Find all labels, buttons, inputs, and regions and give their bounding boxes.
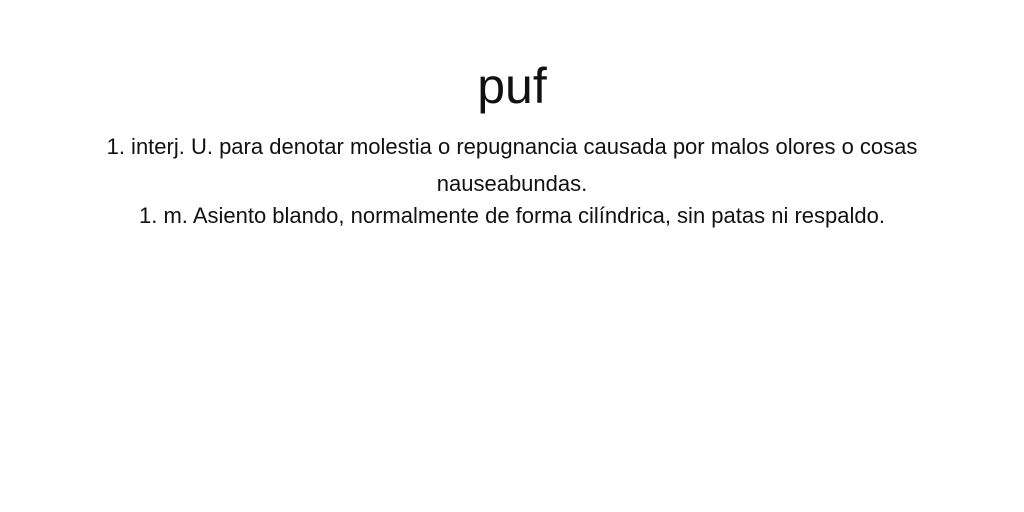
definition-noun: 1. m. Asiento blando, normalmente de forma cilíndrica, sin patas ni respaldo.	[139, 203, 885, 228]
definition-list	[72, 128, 952, 234]
definition-interjection: 1. interj. U. para denotar molestia o repugnancia causada por malos olores o cosas nauseabundas.	[106, 134, 918, 196]
headword: puf	[477, 58, 547, 114]
